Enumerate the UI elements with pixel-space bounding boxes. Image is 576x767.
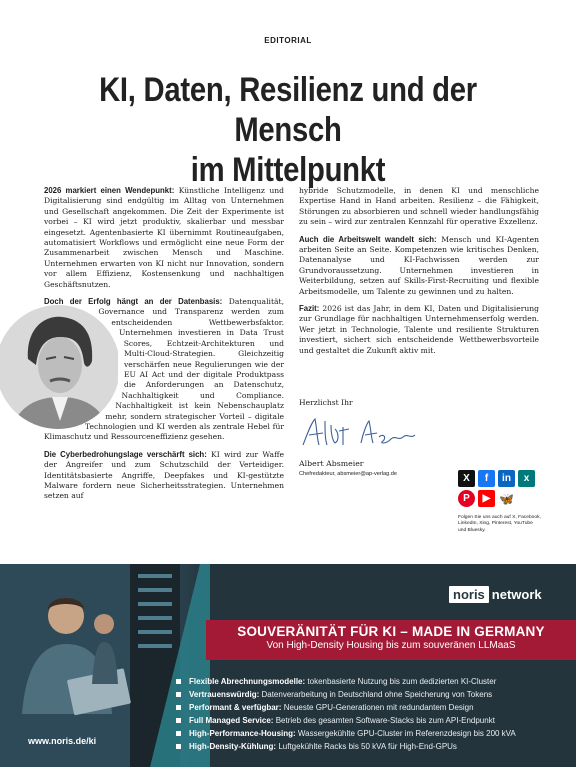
feature-item: Flexible Abrechnungsmodelle: tokenbasierte Nutzung bis zum dedizierten KI-Cluster [176,675,576,688]
logo-word: network [491,587,542,602]
author-role: Chefredakteur, absmeier@ap-verlag.de [299,471,398,477]
lead-in: 2026 markiert einen Wendepunkt: [44,186,175,195]
signature-block [299,398,539,477]
author-portrait [0,297,118,437]
feature-item: Vertrauenswürdig: Datenverarbeitung in Deutschland ohne Speicherung von Tokens [176,688,576,701]
headline-line-2: im Mittelpunkt [190,151,386,189]
right-column [299,186,539,363]
linkedin-icon[interactable]: in [498,470,515,487]
paragraph-text: Künstliche Intelligenz und Digitalisierung sind endgültig im Alltag von Unternehmen und Gesellschaft angekommen. Die Zeit der Experimente ist vorbei – KI wird jetzt produktiv, skalierbar und messbar eingesetzt. Agentenbasierte KI übernimmt Routineaufgaben, automatisiert Workflows und ermöglicht eine neue Form der Zusammenarbeit zwischen Mensch und Maschine. Unternehmen erwarten von KI nicht nur Innovation, sondern vor allem Effizienz, Kostensenkung und nachhaltigen Geschäftsnutzen. [44,186,284,289]
bullet-square-icon [176,718,181,723]
paragraph-text: 2026 ist das Jahr, in dem KI, Daten und Digitalisierung zur Grundlage für nachhaltigen Unternehmenserfolg werden. Wer jetzt in Technologie, Talente und resiliente Strukturen investiert, sichert sich entscheidende Wettbewerbsvorteile und gestaltet die Zukunft aktiv mit. [299,304,539,355]
paragraph-cyber [44,450,284,502]
headline [66,70,510,190]
section-kicker: EDITORIAL [264,36,312,45]
greeting: Herzlichst Ihr [299,398,353,407]
author-name: Albert Absmeier [299,459,364,468]
paragraph-text: hybride Schutzmodelle, in denen KI und menschliche Expertise Hand in Hand arbeiten. Resilienz – die Fähigkeit, Störungen zu absorbieren und schnell wieder handlungsfähig zu sein – wird zur zentralen Kennzahl für operative Exzellenz. [299,186,539,227]
feature-item: High-Performance-Housing: Wassergekühlte GPU-Cluster im Referenzdesign bis 200 kVA [176,727,576,740]
paragraph-text: KI wird zur Waffe der Angreifer und zum Schutzschild der Verteidiger. Identitätsbasierte Angriffe, Deepfakes und KI-gestützte Malware fordern neue Sicherheitsstrategien. Unternehmen setzen auf [44,449,284,501]
bullet-square-icon [176,705,181,710]
lead-in: Auch die Arbeitswelt wandelt sich: [299,234,437,244]
feature-item: Full Managed Service: Betrieb des gesamten Software-Stacks bis zum API-Endpunkt [176,714,576,727]
lead-in: Die Cyberbedrohungslage verschärft sich: [44,449,207,459]
ad-title: SOUVERÄNITÄT FÜR KI – MADE IN GERMANY [237,624,545,639]
feature-item: High-Density-Kühlung: Luftgekühlte Racks bis 50 kVA für High-End-GPUs [176,740,576,753]
paragraph-text: Datenqualität, Governance und Transparenz werden zum entscheidenden Wettbewerbsfaktor. Unternehmen investieren in Data Trust Scores, Echtzeit-Architekturen und Multi-Cloud-Strategien. Gleichzeitig verschärfen neue Regulierungen wie der EU AI Act und der digitale Produktpass die Anforderungen an Datenschutz, Nachhaltigkeit und Compliance. Nachhaltigkeit ist kein Nebenschauplatz mehr, sondern strategischer Vorteil – digitale Technologien und KI werden als zentrale Hebel für Klimaschutz und Ressourceneffizienz gesehen. [44,297,284,442]
paragraph-fazit [299,304,539,356]
bluesky-icon[interactable]: 🦋 [499,491,514,506]
social-follow [458,470,542,534]
paragraph-text: Mensch und KI-Agenten arbeiten Seite an Seite. Kompetenzen wie kritisches Denken, Datenanalyse und KI-Fachwissen werden zur Grundvoraussetzung. Unternehmen investieren in Weiterbildung, setzen auf Skills-First-Recruiting und flexible Arbeitsmodelle, um Talente zu gewinnen und zu halten. [299,234,539,296]
noris-network-logo [449,586,542,603]
headline-line-1: KI, Daten, Resilienz und der Mensch [99,71,477,149]
facebook-icon[interactable]: f [478,470,495,487]
ad-url-link[interactable]: www.noris.de/ki [28,736,97,746]
bullet-square-icon [176,744,181,749]
left-column [44,186,284,509]
bullet-square-icon [176,679,181,684]
lead-in: Doch der Erfolg hängt an der Datenbasis: [44,297,223,307]
bullet-square-icon [176,692,181,697]
xing-icon[interactable]: x [518,470,535,487]
paragraph-wendepunkt [44,186,284,290]
paragraph-arbeitswelt [299,235,539,297]
logo-box: noris [449,586,489,603]
social-icons [458,470,542,507]
ad-banner [206,620,576,660]
pinterest-icon[interactable]: P [458,490,475,507]
paragraph-continuation [299,186,539,228]
lead-in: Fazit: [299,304,320,314]
bullet-square-icon [176,731,181,736]
handwritten-signature [299,415,419,451]
x-icon[interactable]: X [458,470,475,487]
social-note: Folgen Sie uns auch auf X, Facebook, LinkedIn, Xing, Pinterest, YouTube und Bluesky. [458,515,541,533]
feature-item: Performant & verfügbar: Neueste GPU-Generationen mit redundantem Design [176,701,576,714]
youtube-icon[interactable]: ▶ [478,490,495,507]
ad-feature-list [176,675,576,753]
ad-subtitle: Von High-Density Housing bis zum souveränen LLMaaS [266,640,516,651]
